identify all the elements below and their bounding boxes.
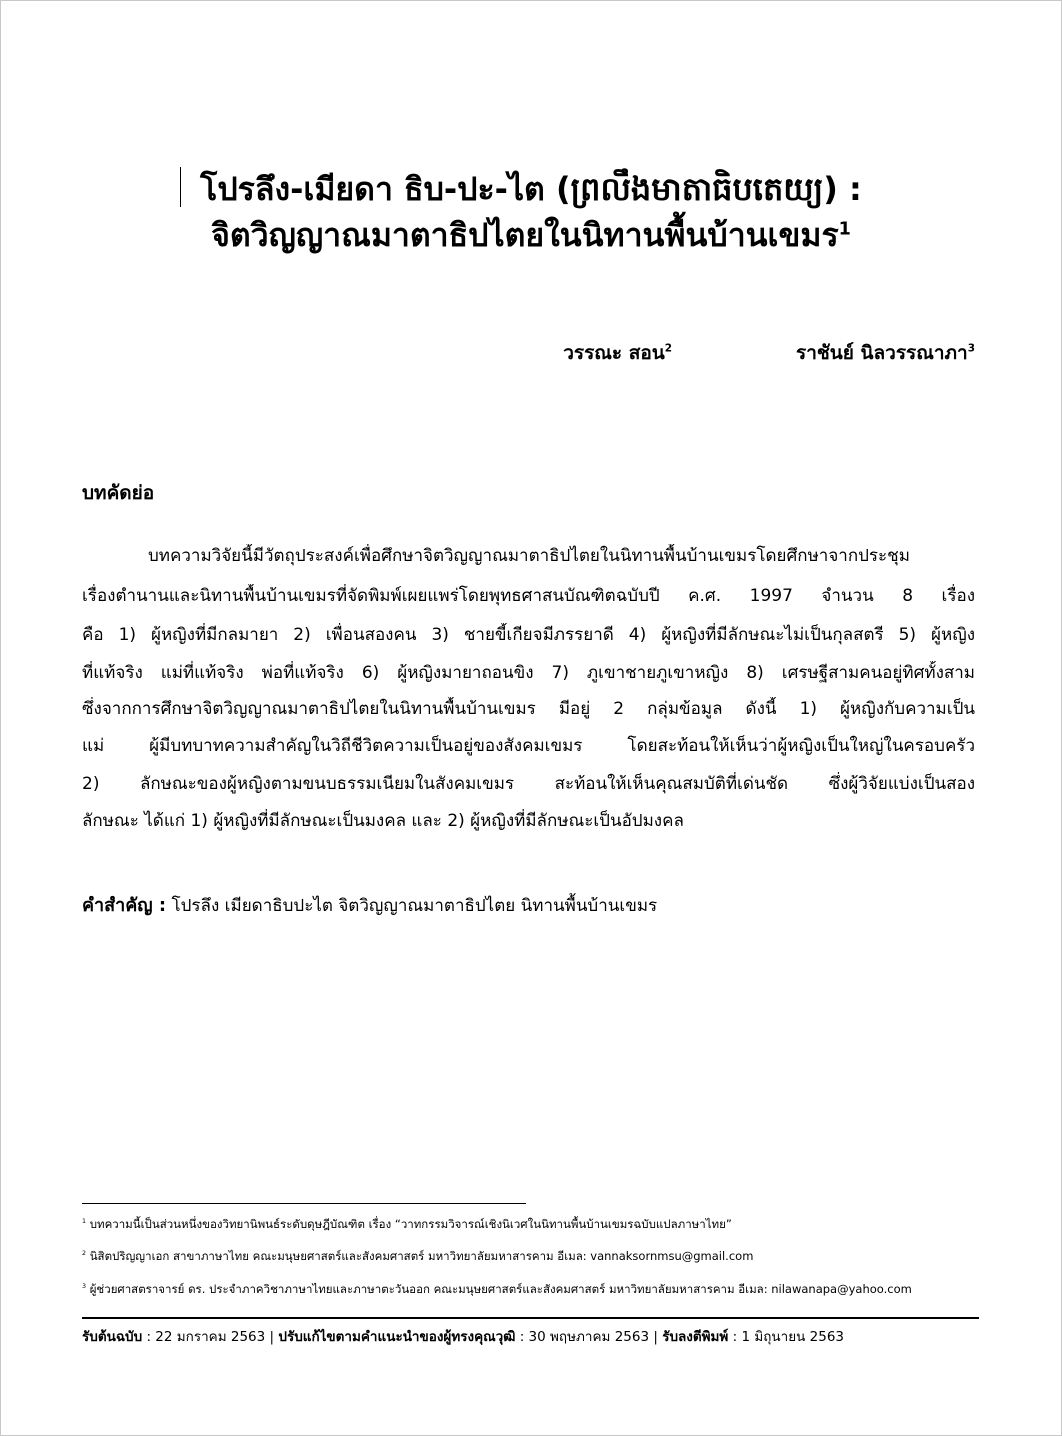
- revised-value: : 30 พฤษภาคม 2563 |: [515, 1329, 663, 1345]
- footnote-3-text: ผู้ช่วยศาสตราจารย์ ดร. ประจำภาควิชาภาษาไทยและภาษาตะวันออก คณะมนุษยศาสตร์และสังคมศาสตร์ มหาวิทยาลัยมหาสารคาม อีเมล: nilawanapa@yahoo.com: [89, 1282, 912, 1296]
- author-2-footnote-ref: 3: [967, 342, 975, 355]
- author-1-footnote-ref: 2: [664, 342, 672, 355]
- received-value: : 22 มกราคม 2563 |: [142, 1329, 279, 1345]
- author-1: [563, 338, 672, 368]
- abstract-line: ลักษณะ ได้แก่ 1) ผู้หญิงที่มีลักษณะเป็นมงคล และ 2) ผู้หญิงที่มีลักษณะเป็นอัปมงคล: [82, 811, 684, 831]
- revised-label: ปรับแก้ไขตามคำแนะนำของผู้ทรงคุณวุฒิ: [278, 1329, 516, 1345]
- abstract-line: บทความวิจัยนี้มีวัตถุประสงค์เพื่อศึกษาจิตวิญญาณมาตาธิปไตยในนิทานพื้นบ้านเขมรโดยศึกษาจากประชุม: [148, 546, 910, 566]
- footnote-2: [82, 1248, 753, 1266]
- footnote-2-text: นิสิตปริญญาเอก สาขาภาษาไทย คณะมนุษยศาสตร์และสังคมศาสตร์ มหาวิทยาลัยมหาสารคาม อีเมล: vannaksornmsu@gmail.com: [89, 1249, 754, 1263]
- keywords: [82, 890, 657, 919]
- footnote-divider: [82, 1203, 526, 1204]
- footnote-1-num: 1: [82, 1218, 87, 1226]
- received-divider: [82, 1317, 979, 1319]
- title-line-1: โปรลึง-เมียดา ธิบ-ปะ-ไต (ព្រលឹងមាតាធិបតេយ្យ) :: [200, 170, 862, 208]
- received-label: รับต้นฉบับ: [82, 1329, 143, 1345]
- footnote-2-num: 2: [82, 1250, 87, 1258]
- accepted-value: : 1 มิถุนายน 2563: [728, 1329, 845, 1345]
- title-footnote-ref: 1: [838, 219, 851, 240]
- keywords-label: คำสำคัญ :: [82, 895, 167, 916]
- keywords-text: โปรลึง เมียดาธิบปะไต จิตวิญญาณมาตาธิปไตย นิทานพื้นบ้านเขมร: [171, 896, 658, 916]
- footnote-1-text: บทความนี้เป็นส่วนหนึ่งของวิทยานิพนธ์ระดับดุษฎีบัณฑิต เรื่อง “วาทกรรมวิจารณ์เชิงนิเวศในนิทานพื้นบ้านเขมรฉบับแปลภาษาไทย”: [89, 1217, 732, 1231]
- abstract-line: เรื่องตำนานและนิทานพื้นบ้านเขมรที่จัดพิมพ์เผยแพร่โดยพุทธศาสนบัณฑิตฉบับปี ค.ศ. 1997 จำนวน 8 เรื่อง: [82, 586, 975, 606]
- author-2-name: ราชันย์ นิลวรรณาภา: [796, 342, 968, 364]
- title-line-2: [0, 212, 1062, 258]
- abstract-heading: บทคัดย่อ: [82, 482, 155, 504]
- footnote-1: [82, 1216, 732, 1234]
- abstract-line: ซึ่งจากการศึกษาจิตวิญญาณมาตาธิปไตยในนิทานพื้นบ้านเขมร มีอยู่ 2 กลุ่มข้อมูล ดังนี้ 1) ผู้หญิงกับความเป็น: [82, 699, 975, 719]
- author-1-name: วรรณะ สอน: [563, 342, 665, 364]
- accepted-label: รับลงตีพิมพ์: [662, 1329, 729, 1345]
- footnote-3-num: 3: [82, 1283, 87, 1291]
- abstract-line: แม่ ผู้มีบทบาทความสำคัญในวิถีชีวิตความเป็นอยู่ของสังคมเขมร โดยสะท้อนให้เห็นว่าผู้หญิงเป็นใหญ่ในครอบครัว: [82, 736, 975, 756]
- title-line-2-text: จิตวิญญาณมาตาธิปไตยในนิทานพื้นบ้านเขมร: [211, 216, 839, 254]
- abstract-line: คือ 1) ผู้หญิงที่มีกลมายา 2) เพื่อนสองคน 3) ชายขี้เกียจมีภรรยาดี 4) ผู้หญิงที่มีลักษณะไม่เป็นกุลสตรี 5) ผู้หญิง: [82, 625, 975, 645]
- abstract-line: ที่แท้จริง แม่ที่แท้จริง พ่อที่แท้จริง 6) ผู้หญิงมายาถอนขิง 7) ภูเขาชายภูเขาหญิง 8) เศรษฐีสามคนอยู่ทิศทั้งสาม: [82, 663, 975, 683]
- abstract-line: 2) ลักษณะของผู้หญิงตามขนบธรรมเนียมในสังคมเขมร สะท้อนให้เห็นคุณสมบัติที่เด่นชัด ซึ่งผู้วิจัยแบ่งเป็นสอง: [82, 774, 975, 794]
- footnote-3: [82, 1281, 912, 1299]
- received-dates: [82, 1325, 844, 1347]
- author-2: [796, 338, 975, 368]
